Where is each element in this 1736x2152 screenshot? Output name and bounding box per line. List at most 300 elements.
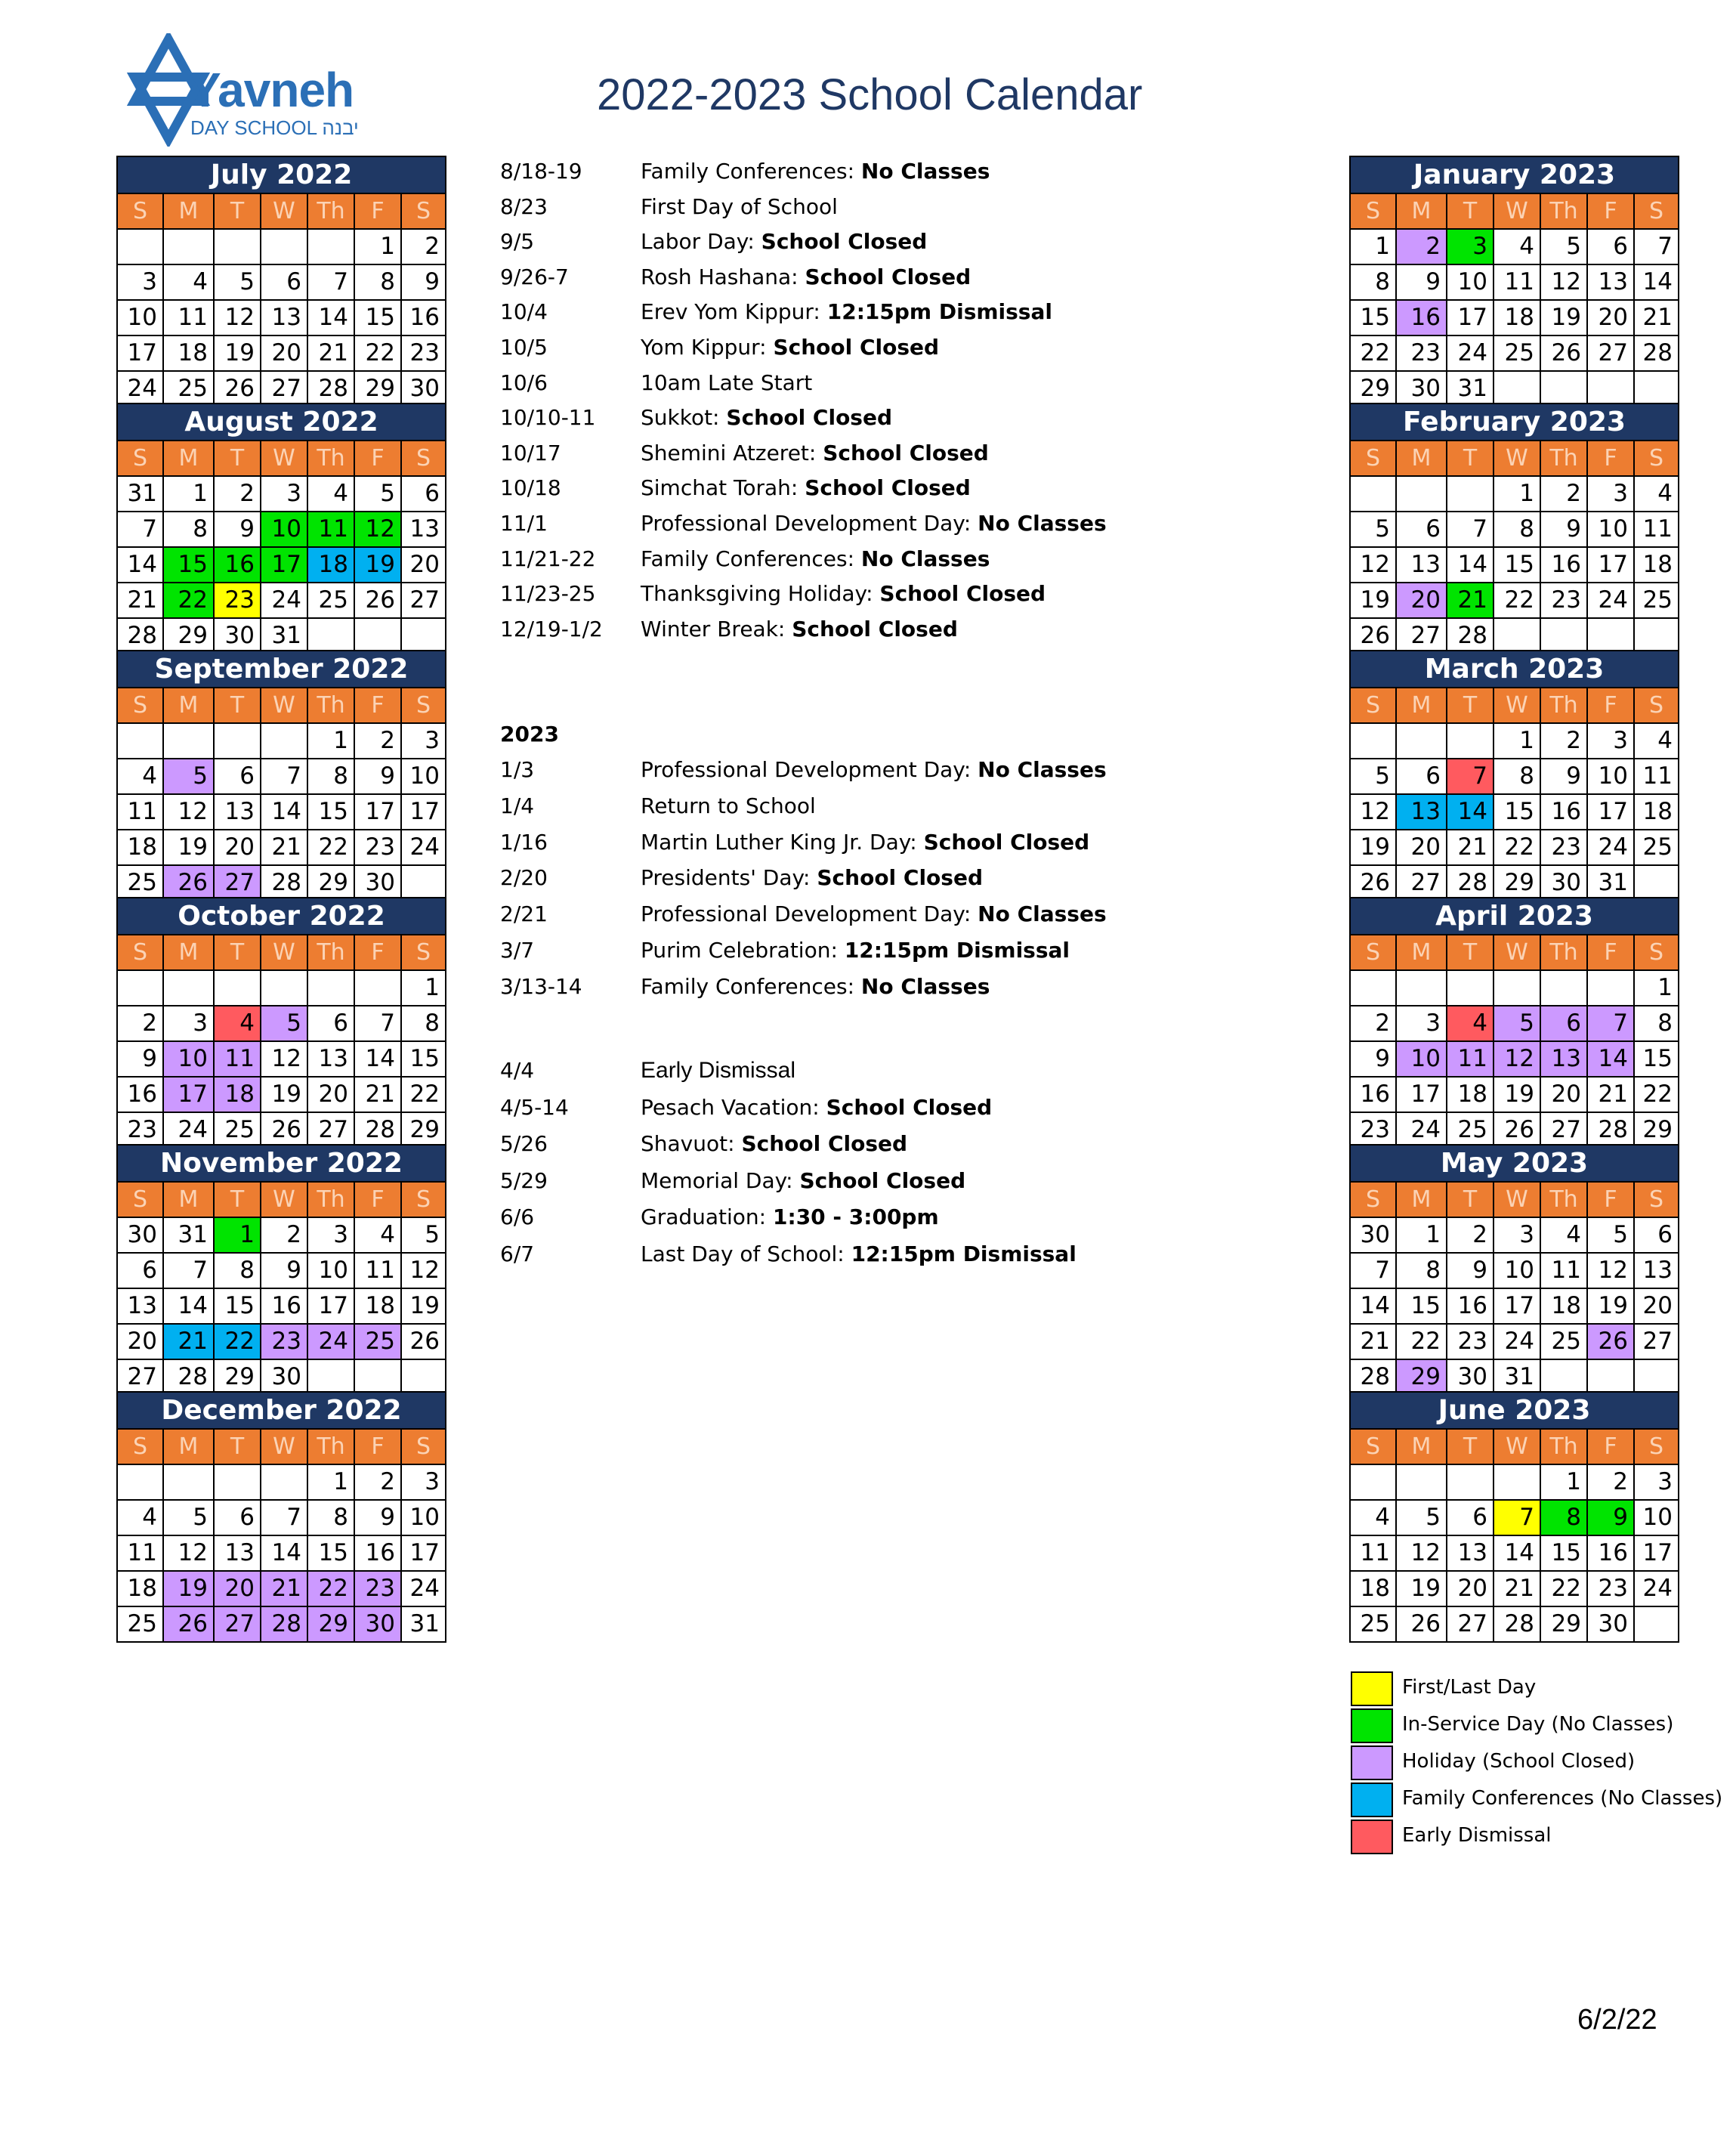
month-calendar bbox=[1349, 1144, 1679, 1396]
event-description bbox=[641, 1204, 939, 1229]
week-row bbox=[1350, 1324, 1679, 1359]
day-cell: 22 bbox=[307, 1571, 354, 1606]
legend-label: First/Last Day bbox=[1402, 1676, 1537, 1699]
day-cell: 16 bbox=[117, 1077, 163, 1112]
event-status: School Closed bbox=[792, 616, 958, 642]
day-cell: 18 bbox=[117, 1571, 163, 1606]
weekday-label: S bbox=[401, 935, 446, 970]
day-cell: 17 bbox=[1587, 547, 1634, 583]
event-description bbox=[641, 757, 1107, 782]
day-cell: 12 bbox=[214, 300, 261, 335]
day-cell: 30 bbox=[214, 618, 261, 654]
empty-day-cell bbox=[1634, 865, 1679, 901]
day-cell: 2 bbox=[1540, 476, 1587, 512]
day-cell: 16 bbox=[1350, 1077, 1396, 1112]
day-cell: 18 bbox=[214, 1077, 261, 1112]
day-cell: 21 bbox=[261, 1571, 307, 1606]
day-cell: 26 bbox=[1350, 865, 1396, 901]
empty-day-cell bbox=[1350, 476, 1396, 512]
day-cell: 2 bbox=[354, 723, 401, 759]
week-row bbox=[1350, 1253, 1679, 1288]
week-row bbox=[1350, 371, 1679, 407]
day-cell: 14 bbox=[1634, 264, 1679, 300]
week-row bbox=[1350, 1500, 1679, 1535]
weekday-label: S bbox=[401, 688, 446, 723]
day-cell: 1 bbox=[163, 476, 214, 512]
day-cell: 13 bbox=[1396, 794, 1447, 830]
empty-day-cell bbox=[163, 970, 214, 1006]
day-cell: 16 bbox=[1587, 1535, 1634, 1571]
day-cell: 22 bbox=[1634, 1077, 1679, 1112]
day-cell: 4 bbox=[117, 1500, 163, 1535]
day-cell: 16 bbox=[214, 547, 261, 583]
week-row bbox=[1350, 1606, 1679, 1642]
day-cell: 7 bbox=[117, 512, 163, 547]
empty-day-cell bbox=[1587, 970, 1634, 1006]
day-cell: 26 bbox=[1587, 1324, 1634, 1359]
day-cell: 7 bbox=[307, 264, 354, 300]
day-cell: 27 bbox=[261, 371, 307, 407]
day-cell: 1 bbox=[1350, 229, 1396, 264]
day-cell: 15 bbox=[307, 1535, 354, 1571]
weekday-label: F bbox=[1587, 1182, 1634, 1217]
weekday-label: M bbox=[1396, 688, 1447, 723]
event-date: 10/17 bbox=[500, 440, 561, 465]
empty-day-cell bbox=[1540, 970, 1587, 1006]
event-date: 3/13-14 bbox=[500, 973, 582, 999]
day-cell: 19 bbox=[214, 335, 261, 371]
event-description bbox=[641, 1168, 965, 1193]
day-cell: 29 bbox=[1396, 1359, 1447, 1395]
day-cell: 5 bbox=[214, 264, 261, 300]
day-cell: 20 bbox=[401, 547, 446, 583]
day-cell: 3 bbox=[1587, 723, 1634, 759]
day-cell: 18 bbox=[163, 335, 214, 371]
event-description bbox=[641, 194, 838, 219]
weekday-label: T bbox=[1447, 193, 1494, 229]
event-text: Last Day of School: bbox=[641, 1241, 851, 1266]
event-description bbox=[641, 546, 990, 571]
weekday-label: M bbox=[1396, 1429, 1447, 1464]
weekday-label: M bbox=[1396, 193, 1447, 229]
day-cell: 16 bbox=[1540, 794, 1587, 830]
day-cell: 21 bbox=[307, 335, 354, 371]
day-cell: 27 bbox=[214, 1606, 261, 1642]
day-cell: 25 bbox=[163, 371, 214, 407]
day-cell: 18 bbox=[1634, 794, 1679, 830]
day-cell: 7 bbox=[354, 1006, 401, 1041]
event-text: Thanksgiving Holiday: bbox=[641, 581, 880, 607]
day-cell: 19 bbox=[354, 547, 401, 583]
week-row bbox=[117, 512, 446, 547]
day-cell: 29 bbox=[401, 1112, 446, 1148]
day-cell: 6 bbox=[1587, 229, 1634, 264]
day-cell: 1 bbox=[1396, 1217, 1447, 1253]
weekday-label: S bbox=[117, 688, 163, 723]
day-cell: 12 bbox=[1494, 1041, 1540, 1077]
day-cell: 17 bbox=[1494, 1288, 1540, 1324]
event-status: No Classes bbox=[978, 757, 1107, 782]
weekday-label: Th bbox=[1540, 1182, 1587, 1217]
day-cell: 25 bbox=[307, 583, 354, 618]
event-text: Professional Development Day: bbox=[641, 757, 978, 782]
day-cell: 8 bbox=[1350, 264, 1396, 300]
weekday-label: S bbox=[117, 935, 163, 970]
day-cell: 17 bbox=[117, 335, 163, 371]
weekday-label: W bbox=[1494, 935, 1540, 970]
day-cell: 11 bbox=[307, 512, 354, 547]
day-cell: 17 bbox=[261, 547, 307, 583]
week-row bbox=[117, 547, 446, 583]
day-cell: 1 bbox=[1540, 1464, 1587, 1500]
event-description bbox=[641, 511, 1107, 536]
day-cell: 22 bbox=[1350, 335, 1396, 371]
day-cell: 24 bbox=[401, 830, 446, 865]
day-cell: 11 bbox=[1540, 1253, 1587, 1288]
day-cell: 11 bbox=[117, 794, 163, 830]
empty-day-cell bbox=[1634, 618, 1679, 654]
empty-day-cell bbox=[1494, 618, 1540, 654]
event-date: 8/23 bbox=[500, 193, 548, 219]
day-cell: 21 bbox=[261, 830, 307, 865]
day-cell: 7 bbox=[1494, 1500, 1540, 1535]
empty-day-cell bbox=[307, 970, 354, 1006]
event-status: No Classes bbox=[978, 901, 1107, 927]
empty-day-cell bbox=[307, 618, 354, 654]
day-cell: 13 bbox=[1540, 1041, 1587, 1077]
weekday-label: T bbox=[214, 441, 261, 476]
day-cell: 18 bbox=[117, 830, 163, 865]
event-description bbox=[641, 1131, 907, 1156]
day-cell: 31 bbox=[117, 476, 163, 512]
event-status: School Closed bbox=[799, 1167, 966, 1193]
weekday-label: Th bbox=[307, 193, 354, 229]
day-cell: 24 bbox=[163, 1112, 214, 1148]
day-cell: 16 bbox=[261, 1288, 307, 1324]
day-cell: 17 bbox=[1634, 1535, 1679, 1571]
empty-day-cell bbox=[1540, 1359, 1587, 1395]
week-row bbox=[117, 300, 446, 335]
day-cell: 20 bbox=[1587, 300, 1634, 335]
week-row bbox=[1350, 1217, 1679, 1253]
weekday-label: S bbox=[117, 1429, 163, 1464]
day-cell: 21 bbox=[1447, 830, 1494, 865]
day-cell: 11 bbox=[1447, 1041, 1494, 1077]
event-status: School Closed bbox=[761, 229, 928, 255]
empty-day-cell bbox=[354, 1359, 401, 1395]
event-description bbox=[641, 264, 971, 289]
event-date: 2/20 bbox=[500, 865, 548, 891]
day-cell: 13 bbox=[117, 1288, 163, 1324]
day-cell: 4 bbox=[1540, 1217, 1587, 1253]
empty-day-cell bbox=[117, 1464, 163, 1500]
empty-day-cell bbox=[1587, 1359, 1634, 1395]
month-title: May 2023 bbox=[1350, 1145, 1679, 1182]
day-cell: 26 bbox=[1350, 618, 1396, 654]
event-description bbox=[641, 581, 1046, 606]
week-row bbox=[117, 618, 446, 654]
day-cell: 22 bbox=[1540, 1571, 1587, 1606]
day-cell: 4 bbox=[354, 1217, 401, 1253]
weekday-label: M bbox=[1396, 441, 1447, 476]
day-cell: 28 bbox=[117, 618, 163, 654]
event-date: 11/23-25 bbox=[500, 581, 596, 607]
day-cell: 1 bbox=[401, 970, 446, 1006]
day-cell: 2 bbox=[401, 229, 446, 264]
event-text: Family Conferences: bbox=[641, 159, 861, 184]
event-date: 6/7 bbox=[500, 1241, 535, 1266]
weekday-label: F bbox=[354, 441, 401, 476]
day-cell: 11 bbox=[1350, 1535, 1396, 1571]
day-cell: 17 bbox=[401, 794, 446, 830]
week-row bbox=[117, 476, 446, 512]
day-cell: 27 bbox=[1587, 335, 1634, 371]
week-row bbox=[117, 830, 446, 865]
day-cell: 28 bbox=[1447, 618, 1494, 654]
day-cell: 2 bbox=[1350, 1006, 1396, 1041]
week-row bbox=[117, 1500, 446, 1535]
day-cell: 30 bbox=[261, 1359, 307, 1395]
weekday-label: M bbox=[1396, 935, 1447, 970]
event-text: Pesach Vacation: bbox=[641, 1094, 826, 1120]
weekday-label: Th bbox=[307, 1182, 354, 1217]
day-cell: 6 bbox=[1396, 512, 1447, 547]
weekday-label: Th bbox=[307, 441, 354, 476]
day-cell: 9 bbox=[1447, 1253, 1494, 1288]
event-status: School Closed bbox=[879, 581, 1046, 607]
month-title: July 2022 bbox=[117, 156, 446, 193]
day-cell: 10 bbox=[117, 300, 163, 335]
day-cell: 16 bbox=[1396, 300, 1447, 335]
day-cell: 4 bbox=[1634, 476, 1679, 512]
day-cell: 22 bbox=[1494, 583, 1540, 618]
day-cell: 2 bbox=[117, 1006, 163, 1041]
day-cell: 20 bbox=[1447, 1571, 1494, 1606]
empty-day-cell bbox=[1494, 1464, 1540, 1500]
day-cell: 18 bbox=[1350, 1571, 1396, 1606]
day-cell: 17 bbox=[401, 1535, 446, 1571]
weekday-label: S bbox=[1634, 1429, 1679, 1464]
day-cell: 13 bbox=[261, 300, 307, 335]
day-cell: 12 bbox=[261, 1041, 307, 1077]
day-cell: 1 bbox=[1494, 723, 1540, 759]
weekday-label: S bbox=[1634, 1182, 1679, 1217]
day-cell: 2 bbox=[1447, 1217, 1494, 1253]
day-cell: 27 bbox=[1634, 1324, 1679, 1359]
month-calendar bbox=[116, 1391, 446, 1643]
day-cell: 17 bbox=[1587, 794, 1634, 830]
day-cell: 14 bbox=[1494, 1535, 1540, 1571]
day-cell: 26 bbox=[163, 865, 214, 901]
day-cell: 28 bbox=[1587, 1112, 1634, 1148]
day-cell: 5 bbox=[1540, 229, 1587, 264]
weekday-label: F bbox=[1587, 1429, 1634, 1464]
day-cell: 13 bbox=[307, 1041, 354, 1077]
day-cell: 23 bbox=[261, 1324, 307, 1359]
empty-day-cell bbox=[1350, 1464, 1396, 1500]
event-date: 1/3 bbox=[500, 757, 535, 782]
event-description bbox=[641, 159, 990, 184]
day-cell: 11 bbox=[1494, 264, 1540, 300]
month-calendar bbox=[116, 403, 446, 654]
month-title: March 2023 bbox=[1350, 651, 1679, 688]
day-cell: 9 bbox=[1540, 759, 1587, 794]
event-status: School Closed bbox=[773, 335, 940, 360]
legend-label: In-Service Day (No Classes) bbox=[1402, 1713, 1674, 1736]
day-cell: 24 bbox=[401, 1571, 446, 1606]
week-row bbox=[117, 1041, 446, 1077]
event-status: 1:30 - 3:00pm bbox=[773, 1204, 939, 1230]
day-cell: 9 bbox=[354, 1500, 401, 1535]
day-cell: 19 bbox=[163, 830, 214, 865]
empty-day-cell bbox=[117, 229, 163, 264]
weekday-label: T bbox=[1447, 935, 1494, 970]
weekday-label: W bbox=[1494, 1182, 1540, 1217]
day-cell: 14 bbox=[354, 1041, 401, 1077]
day-cell: 15 bbox=[1540, 1535, 1587, 1571]
day-cell: 25 bbox=[214, 1112, 261, 1148]
day-cell: 7 bbox=[1587, 1006, 1634, 1041]
week-row bbox=[1350, 1571, 1679, 1606]
weekday-label: S bbox=[1350, 688, 1396, 723]
empty-day-cell bbox=[1634, 1359, 1679, 1395]
week-row bbox=[1350, 723, 1679, 759]
day-cell: 24 bbox=[1447, 335, 1494, 371]
event-description bbox=[641, 830, 1089, 855]
week-row bbox=[117, 335, 446, 371]
day-cell: 4 bbox=[163, 264, 214, 300]
event-text: Erev Yom Kippur: bbox=[641, 299, 827, 325]
day-cell: 29 bbox=[307, 1606, 354, 1642]
day-cell: 6 bbox=[401, 476, 446, 512]
day-cell: 25 bbox=[1350, 1606, 1396, 1642]
weekday-label: S bbox=[401, 193, 446, 229]
week-row bbox=[1350, 830, 1679, 865]
event-text: Yom Kippur: bbox=[641, 335, 774, 360]
event-description bbox=[641, 405, 892, 430]
empty-day-cell bbox=[1494, 970, 1540, 1006]
day-cell: 8 bbox=[401, 1006, 446, 1041]
empty-day-cell bbox=[1396, 476, 1447, 512]
week-row bbox=[1350, 1112, 1679, 1148]
day-cell: 9 bbox=[401, 264, 446, 300]
day-cell: 1 bbox=[214, 1217, 261, 1253]
day-cell: 23 bbox=[214, 583, 261, 618]
day-cell: 21 bbox=[1587, 1077, 1634, 1112]
day-cell: 10 bbox=[307, 1253, 354, 1288]
event-date: 11/21-22 bbox=[500, 546, 596, 571]
day-cell: 28 bbox=[1350, 1359, 1396, 1395]
day-cell: 7 bbox=[1447, 512, 1494, 547]
event-date: 1/4 bbox=[500, 793, 535, 818]
day-cell: 14 bbox=[1350, 1288, 1396, 1324]
day-cell: 10 bbox=[1447, 264, 1494, 300]
day-cell: 31 bbox=[261, 618, 307, 654]
weekday-label: T bbox=[214, 688, 261, 723]
empty-day-cell bbox=[261, 229, 307, 264]
day-cell: 9 bbox=[1396, 264, 1447, 300]
day-cell: 15 bbox=[1494, 794, 1540, 830]
day-cell: 6 bbox=[1447, 1500, 1494, 1535]
day-cell: 19 bbox=[1350, 830, 1396, 865]
day-cell: 31 bbox=[163, 1217, 214, 1253]
day-cell: 19 bbox=[261, 1077, 307, 1112]
day-cell: 28 bbox=[163, 1359, 214, 1395]
event-status: School Closed bbox=[826, 1094, 993, 1120]
day-cell: 30 bbox=[401, 371, 446, 407]
weekday-label: S bbox=[1350, 441, 1396, 476]
month-calendar bbox=[116, 897, 446, 1149]
weekday-label: S bbox=[1634, 193, 1679, 229]
day-cell: 3 bbox=[1494, 1217, 1540, 1253]
day-cell: 15 bbox=[354, 300, 401, 335]
weekday-label: M bbox=[163, 193, 214, 229]
weekday-label: W bbox=[1494, 193, 1540, 229]
empty-day-cell bbox=[117, 970, 163, 1006]
day-cell: 20 bbox=[1540, 1077, 1587, 1112]
weekday-label: Th bbox=[1540, 688, 1587, 723]
month-title: October 2022 bbox=[117, 898, 446, 935]
weekday-label: F bbox=[1587, 688, 1634, 723]
day-cell: 16 bbox=[1540, 547, 1587, 583]
day-cell: 13 bbox=[1396, 547, 1447, 583]
day-cell: 27 bbox=[214, 865, 261, 901]
week-row bbox=[1350, 300, 1679, 335]
empty-day-cell bbox=[401, 865, 446, 901]
weekday-label: W bbox=[1494, 688, 1540, 723]
day-cell: 21 bbox=[354, 1077, 401, 1112]
day-cell: 28 bbox=[307, 371, 354, 407]
day-cell: 12 bbox=[1350, 794, 1396, 830]
day-cell: 25 bbox=[1494, 335, 1540, 371]
event-status: 12:15pm Dismissal bbox=[851, 1241, 1077, 1266]
day-cell: 3 bbox=[163, 1006, 214, 1041]
event-text: Professional Development Day: bbox=[641, 901, 978, 927]
day-cell: 24 bbox=[307, 1324, 354, 1359]
day-cell: 13 bbox=[401, 512, 446, 547]
day-cell: 23 bbox=[401, 335, 446, 371]
day-cell: 11 bbox=[1634, 512, 1679, 547]
day-cell: 5 bbox=[1587, 1217, 1634, 1253]
month-calendar bbox=[1349, 897, 1679, 1149]
day-cell: 12 bbox=[1396, 1535, 1447, 1571]
day-cell: 14 bbox=[163, 1288, 214, 1324]
empty-day-cell bbox=[1494, 371, 1540, 407]
day-cell: 29 bbox=[307, 865, 354, 901]
page-title: 2022-2023 School Calendar bbox=[597, 70, 1143, 119]
week-row bbox=[117, 264, 446, 300]
weekday-label: F bbox=[354, 193, 401, 229]
day-cell: 22 bbox=[354, 335, 401, 371]
day-cell: 5 bbox=[163, 759, 214, 794]
weekday-label: F bbox=[1587, 193, 1634, 229]
event-status: No Classes bbox=[978, 511, 1107, 536]
day-cell: 9 bbox=[214, 512, 261, 547]
event-status: School Closed bbox=[726, 405, 893, 431]
weekday-label: W bbox=[261, 1182, 307, 1217]
weekday-label: T bbox=[214, 1182, 261, 1217]
day-cell: 6 bbox=[117, 1253, 163, 1288]
month-calendar bbox=[1349, 156, 1679, 407]
day-cell: 19 bbox=[401, 1288, 446, 1324]
month-title: January 2023 bbox=[1350, 156, 1679, 193]
day-cell: 1 bbox=[1634, 970, 1679, 1006]
day-cell: 26 bbox=[354, 583, 401, 618]
day-cell: 6 bbox=[261, 264, 307, 300]
event-description bbox=[641, 938, 1070, 963]
day-cell: 27 bbox=[401, 583, 446, 618]
week-row bbox=[117, 229, 446, 264]
